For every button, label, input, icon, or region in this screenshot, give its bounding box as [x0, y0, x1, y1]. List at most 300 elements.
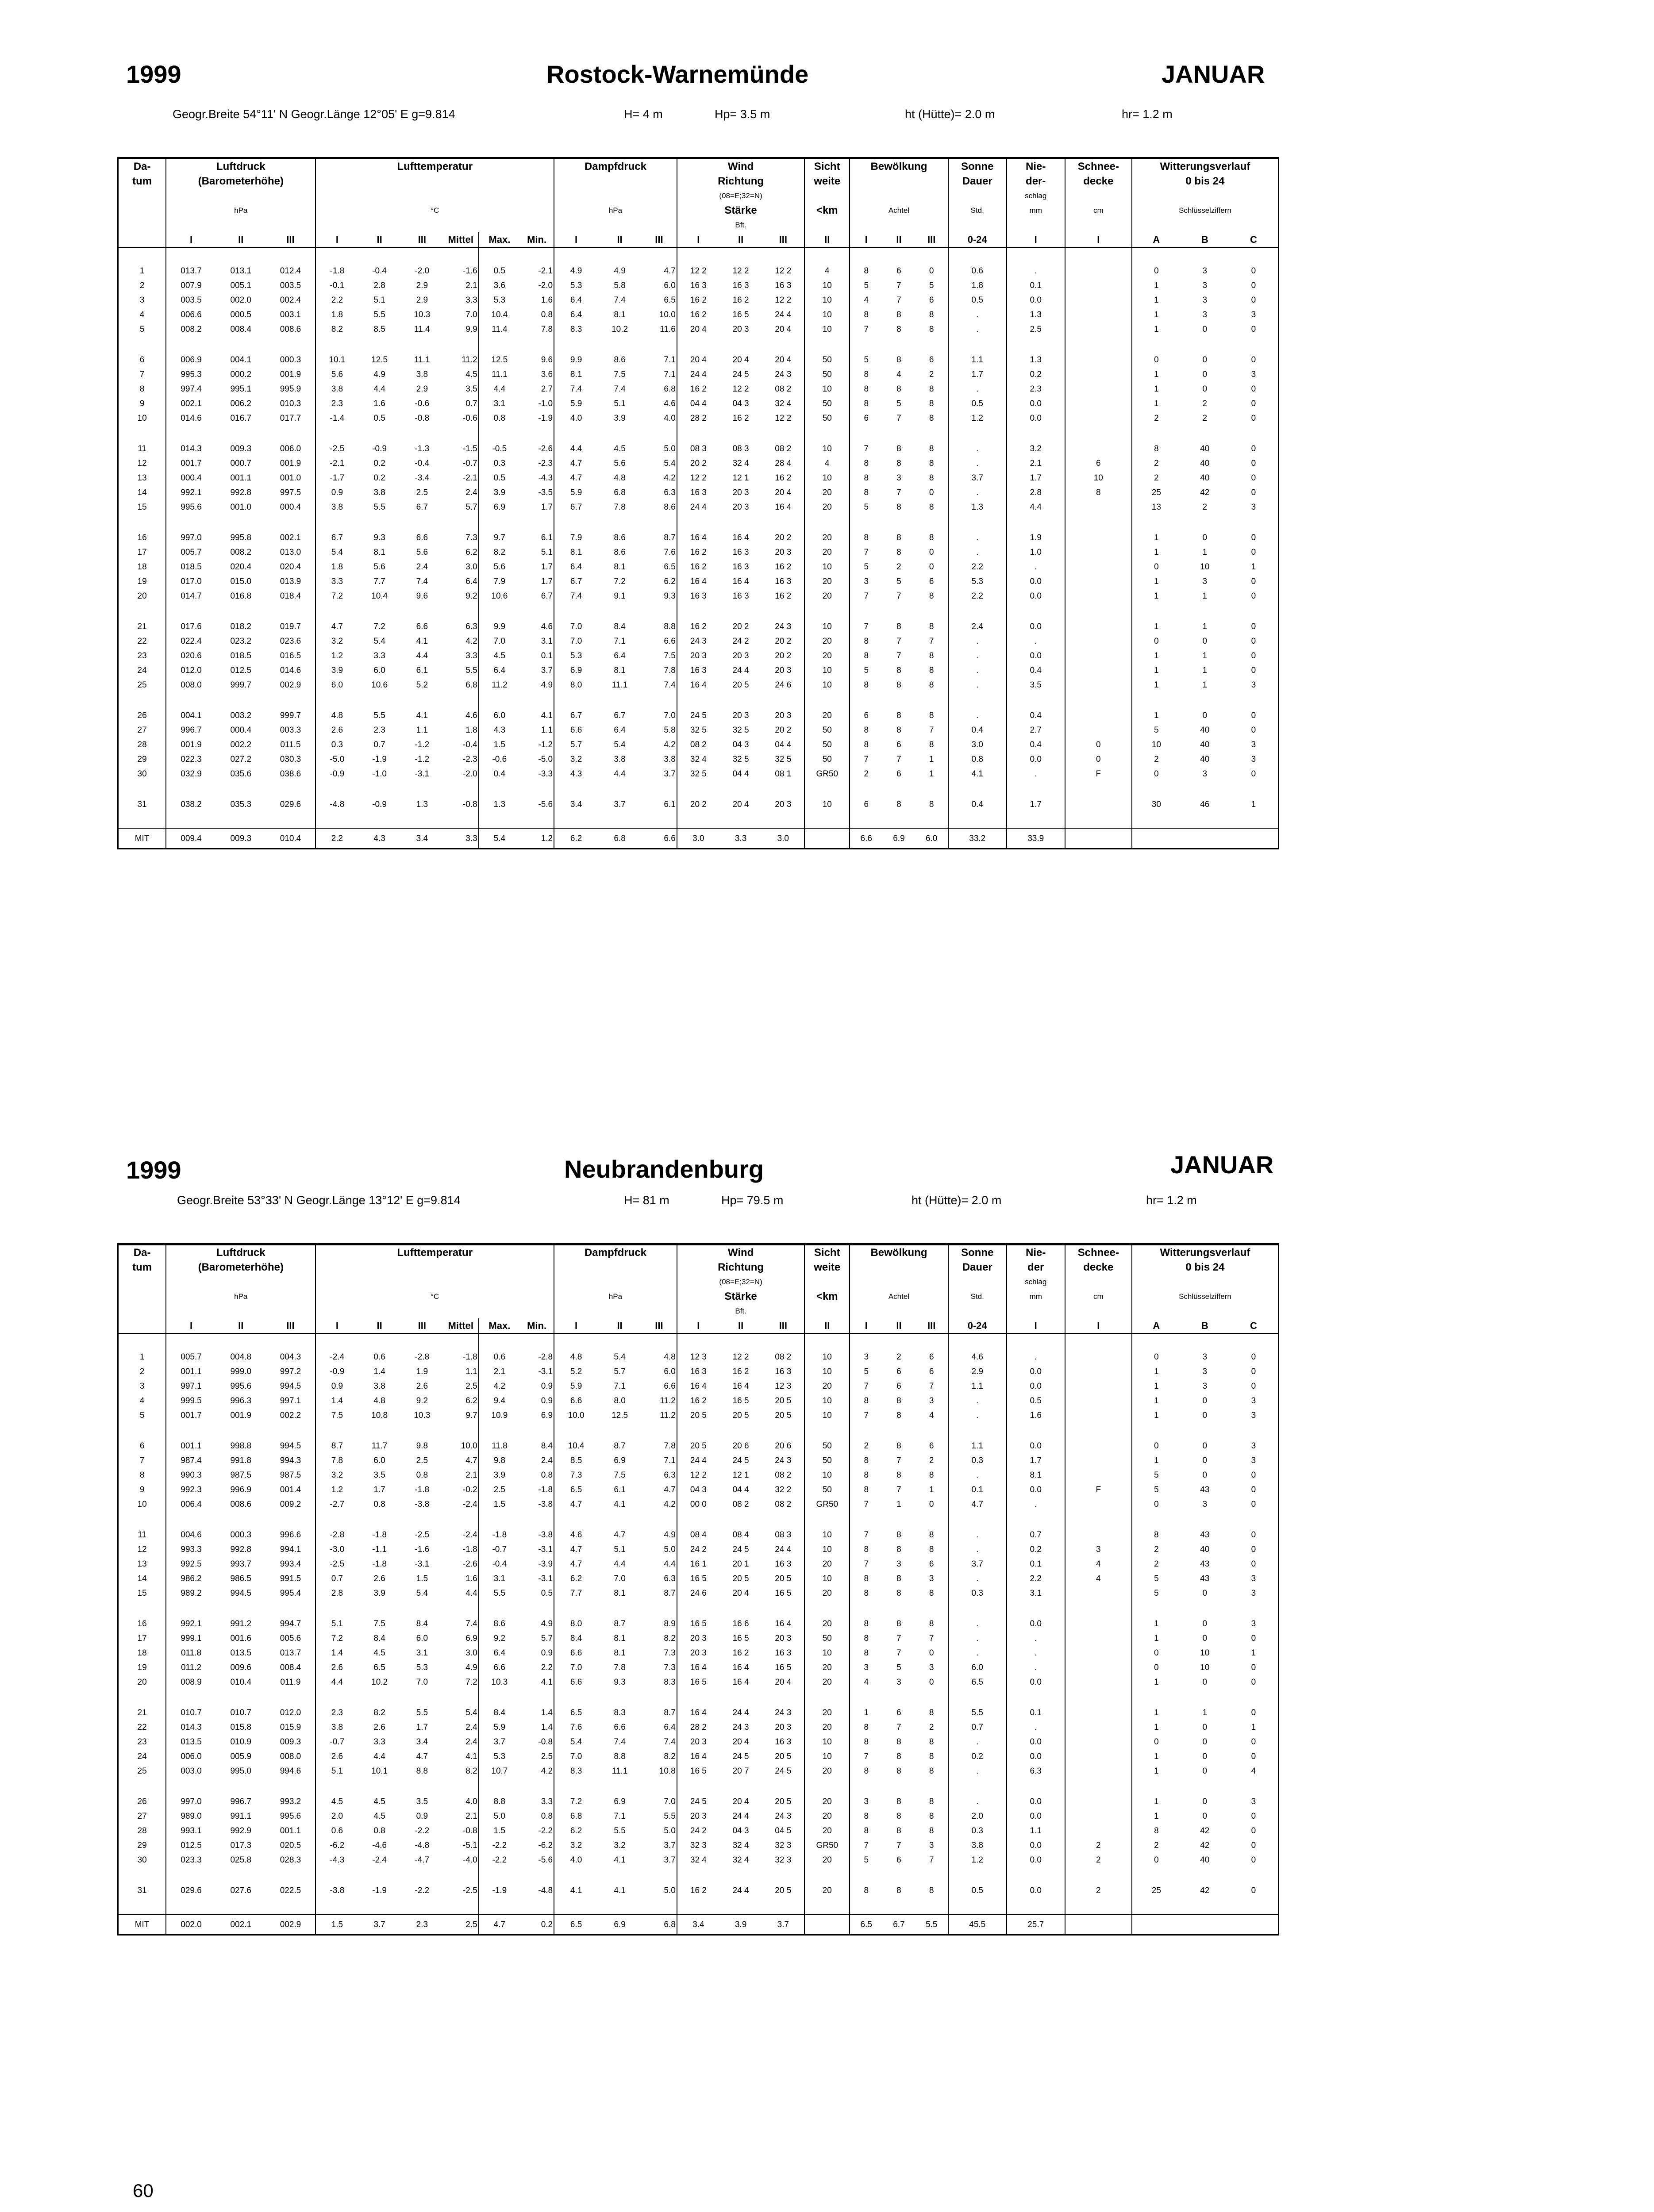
- table-cell: -0.1: [315, 278, 358, 293]
- spacer-cell: [266, 1601, 316, 1617]
- table-cell: -0.5: [479, 442, 520, 456]
- spacer-cell: [401, 1867, 443, 1883]
- table-cell: 5.5: [479, 1586, 520, 1601]
- spacer-cell: [677, 1690, 719, 1705]
- table-cell: 0.9: [541, 1396, 553, 1406]
- table-cell: 1: [929, 1485, 934, 1494]
- spacer-cell: [677, 692, 719, 708]
- table-cell: 4.9: [554, 264, 598, 278]
- table-cell: 10: [804, 1542, 850, 1557]
- table-cell: 0: [1132, 634, 1181, 649]
- table-cell: 8: [929, 1619, 934, 1628]
- header-datum: Da-: [119, 159, 166, 174]
- table-cell: 12 2: [732, 266, 749, 276]
- table-cell: 8: [929, 414, 934, 423]
- table-cell: 0.0: [1007, 1853, 1065, 1867]
- table-cell: 6.7: [416, 503, 428, 512]
- table-cell: 1.2: [948, 411, 1007, 426]
- table-cell: .: [948, 1794, 1007, 1809]
- spacer-cell: [1229, 1898, 1278, 1914]
- table-row: [119, 456, 1278, 471]
- table-cell: 5: [850, 1853, 882, 1867]
- table-cell: 2.1: [1007, 456, 1065, 471]
- table-cell: -5.0: [315, 752, 358, 767]
- table-cell: 5.5: [373, 711, 385, 720]
- mean-cell: 2.3: [401, 1914, 443, 1934]
- header-luftdruck: [166, 1275, 315, 1289]
- table-cell: 6.5: [554, 1705, 598, 1720]
- spacer-cell: [804, 1333, 850, 1350]
- table-row: [119, 1394, 1278, 1408]
- table-row: [119, 307, 1278, 322]
- table-cell: 0: [1251, 1841, 1256, 1850]
- mean-cell: [1181, 828, 1229, 848]
- table-cell: 1: [1132, 1364, 1181, 1379]
- table-cell: 46: [1200, 800, 1210, 809]
- header-col: Mittel: [443, 1318, 479, 1333]
- table-cell: .: [948, 530, 1007, 545]
- mean-cell: 3.0: [677, 828, 719, 848]
- table-cell: 0: [1065, 737, 1132, 752]
- table-cell: 999.7: [230, 680, 252, 690]
- table-cell: 16 4: [677, 678, 719, 692]
- table-cell: 16 2: [732, 414, 749, 423]
- spacer-cell: [119, 1601, 166, 1617]
- table-cell: 20 5: [775, 1574, 792, 1583]
- table-cell: 13: [137, 1559, 147, 1569]
- table-cell: 4.2: [479, 1379, 520, 1394]
- table-cell: 0: [1251, 1737, 1256, 1747]
- table-cell: 8: [850, 471, 882, 485]
- table-cell: 1.3: [479, 797, 520, 812]
- table-cell: 0.6: [948, 264, 1007, 278]
- table-cell: [1065, 442, 1132, 456]
- table-cell: 017.3: [230, 1841, 252, 1850]
- table-cell: -0.8: [462, 800, 477, 809]
- table-cell: 08 2: [775, 444, 792, 453]
- table-cell: 24 3: [775, 370, 792, 379]
- spacer-cell: [598, 1333, 642, 1350]
- table-cell: 10: [804, 1749, 850, 1764]
- table-cell: 0.5: [541, 1589, 553, 1598]
- table-cell: -1.9: [372, 755, 387, 764]
- table-cell: 6.8: [465, 680, 477, 690]
- table-cell: 3: [1251, 1619, 1256, 1628]
- table-cell: 1.4: [373, 1367, 385, 1376]
- spacer-cell: [315, 515, 358, 530]
- table-cell: 038.6: [280, 769, 301, 779]
- table-cell: 3.2: [1007, 442, 1065, 456]
- spacer-cell: [850, 603, 882, 619]
- table-cell: 5: [850, 353, 882, 367]
- table-cell: 0.7: [1007, 1528, 1065, 1542]
- table-cell: 0: [1251, 577, 1256, 586]
- table-row: [119, 545, 1278, 560]
- table-cell: 3: [1202, 266, 1208, 276]
- table-cell: 12: [137, 459, 147, 468]
- table-cell: 4: [850, 293, 882, 307]
- table-cell: [1065, 574, 1132, 589]
- header-datum: tum: [132, 175, 152, 187]
- spacer-cell: [479, 1690, 520, 1705]
- table-cell: 17: [137, 1634, 147, 1643]
- spacer-cell: [443, 781, 479, 797]
- table-cell: 0: [1251, 1663, 1256, 1672]
- spacer-cell: [948, 812, 1007, 828]
- geo-info: Geogr.Breite 54°11' N Geogr.Länge 12°05' E g=9.814: [173, 108, 455, 121]
- table-cell: 7: [850, 1379, 882, 1394]
- spacer-cell: [804, 1601, 850, 1617]
- table-cell: 2.4: [416, 562, 428, 572]
- table-cell: 6: [896, 769, 901, 779]
- table-cell: 11.2: [660, 1411, 676, 1420]
- spacer-cell: [642, 781, 677, 797]
- table-cell: 20 2: [732, 622, 749, 631]
- table-cell: 0: [1202, 384, 1208, 394]
- table-cell: 0: [1251, 1530, 1256, 1540]
- table-cell: 9.3: [614, 1678, 626, 1687]
- table-cell: 20: [804, 1705, 850, 1720]
- spacer-cell: [520, 1512, 554, 1528]
- spacer-cell: [315, 1778, 358, 1794]
- mean-row: [119, 1914, 1278, 1934]
- table-cell: 5: [1132, 1571, 1181, 1586]
- table-cell: 0: [1251, 711, 1256, 720]
- spacer-cell: [479, 781, 520, 797]
- table-cell: 20: [804, 1883, 850, 1898]
- spacer-cell: [677, 1512, 719, 1528]
- spacer-cell: [804, 1423, 850, 1439]
- table-cell: 4.5: [315, 1794, 358, 1809]
- mean-cell: 6.9: [882, 828, 915, 848]
- table-row: [119, 1542, 1278, 1557]
- table-cell: -3.4: [415, 473, 430, 483]
- table-row: [119, 1809, 1278, 1824]
- table-cell: 8: [896, 384, 901, 394]
- table-cell: 15: [137, 503, 147, 512]
- table-cell: 3: [1202, 296, 1208, 305]
- spacer-cell: [119, 515, 166, 530]
- spacer-cell: [677, 1898, 719, 1914]
- table-cell: 3.8: [315, 500, 358, 515]
- table-cell: 8: [850, 1720, 882, 1735]
- spacer-cell: [1181, 603, 1229, 619]
- table-cell: 1.7: [541, 503, 553, 512]
- table-cell: 1.1: [1007, 1824, 1065, 1838]
- table-cell: 28 2: [677, 1720, 719, 1735]
- table-cell: 20: [804, 500, 850, 515]
- header-col: B: [1181, 232, 1229, 247]
- table-cell: 24 3: [775, 1708, 792, 1717]
- spacer-cell: [216, 781, 266, 797]
- table-cell: 1.5: [479, 1497, 520, 1512]
- table-cell: -0.6: [479, 752, 520, 767]
- spacer-cell: [479, 1333, 520, 1350]
- table-cell: 00 0: [677, 1497, 719, 1512]
- table-cell: 3: [1202, 310, 1208, 319]
- table-cell: 8: [850, 264, 882, 278]
- spacer-cell: [554, 1898, 598, 1914]
- table-cell: 7: [850, 1497, 882, 1512]
- header-sonne: [948, 218, 1007, 232]
- table-cell: 08 1: [775, 769, 792, 779]
- table-cell: 0.0: [1007, 1794, 1065, 1809]
- table-cell: 1.6: [465, 1574, 477, 1583]
- table-cell: 996.7: [230, 1797, 252, 1806]
- table-cell: .: [1007, 1720, 1065, 1735]
- table-cell: 7.1: [664, 355, 676, 365]
- table-cell: 2.5: [416, 488, 428, 497]
- table-cell: 028.3: [280, 1855, 301, 1865]
- spacer-cell: [642, 1601, 677, 1617]
- header-col: Mittel: [443, 232, 479, 247]
- header-wind: Richtung: [677, 174, 805, 188]
- table-cell: 4: [139, 310, 145, 319]
- spacer-cell: [479, 1423, 520, 1439]
- table-cell: 3: [929, 1574, 934, 1583]
- mean-cell: [1065, 1914, 1132, 1934]
- table-cell: 19: [137, 577, 147, 586]
- table-cell: 04 5: [775, 1826, 792, 1836]
- table-cell: 4.1: [948, 767, 1007, 781]
- table-cell: 7: [896, 1648, 901, 1658]
- table-cell: 013.9: [280, 577, 301, 586]
- table-cell: 5.7: [465, 503, 477, 512]
- spacer-cell: [443, 812, 479, 828]
- table-cell: 24 2: [732, 637, 749, 646]
- table-cell: 40: [1200, 755, 1210, 764]
- table-cell: 0.0: [1007, 411, 1065, 426]
- table-cell: [1065, 322, 1132, 337]
- mean-cell: 6.6: [850, 828, 882, 848]
- spacer-cell: [804, 1690, 850, 1705]
- table-cell: 7: [850, 619, 882, 634]
- table-cell: [1065, 1350, 1132, 1364]
- spacer-cell: [358, 515, 401, 530]
- table-cell: 10.3: [414, 1411, 431, 1420]
- table-cell: 0: [1202, 1752, 1208, 1761]
- table-cell: -2.4: [372, 1855, 387, 1865]
- table-cell: 996.3: [230, 1396, 252, 1406]
- spacer-cell: [804, 247, 850, 264]
- table-cell: 3.5: [373, 1471, 385, 1480]
- table-cell: 8: [850, 737, 882, 752]
- header-schnee: Schnee-: [1065, 1245, 1132, 1260]
- table-cell: 0.2: [373, 473, 385, 483]
- header-col: III: [266, 1318, 316, 1333]
- spacer-cell: [762, 426, 804, 442]
- spacer-cell: [216, 1867, 266, 1883]
- spacer-cell: [1065, 426, 1132, 442]
- table-cell: 6.0: [416, 1634, 428, 1643]
- spacer-cell: [1132, 1601, 1181, 1617]
- table-cell: 24 3: [775, 622, 792, 631]
- table-row: [119, 278, 1278, 293]
- table-cell: 017.7: [280, 414, 301, 423]
- spacer-cell: [554, 1423, 598, 1439]
- table-cell: 1.7: [1007, 797, 1065, 812]
- table-cell: -0.7: [462, 459, 477, 468]
- table-cell: 1: [1132, 530, 1181, 545]
- table-cell: 4.7: [554, 1542, 598, 1557]
- table-cell: 16 4: [775, 503, 792, 512]
- header-lufttemp: [315, 188, 554, 203]
- spacer-cell: [216, 1601, 266, 1617]
- table-cell: 6.2: [554, 1571, 598, 1586]
- header-col: III: [401, 1318, 443, 1333]
- table-cell: 40: [1200, 726, 1210, 735]
- spacer-cell: [1181, 247, 1229, 264]
- spacer-cell: [948, 603, 1007, 619]
- table-cell: 42: [1200, 488, 1210, 497]
- table-cell: 20 3: [775, 666, 792, 675]
- header-luftdruck: (Barometerhöhe): [166, 1260, 315, 1275]
- table-cell: 4.0: [664, 414, 676, 423]
- spacer-cell: [719, 1333, 762, 1350]
- table-cell: 038.2: [166, 797, 216, 812]
- table-cell: 0.3: [948, 1824, 1007, 1838]
- table-cell: 28: [137, 740, 147, 749]
- spacer-cell: [443, 247, 479, 264]
- table-cell: 027.2: [230, 755, 252, 764]
- table-row: [119, 1646, 1278, 1660]
- table-cell: 4: [1251, 1767, 1256, 1776]
- table-cell: 5.0: [664, 1886, 676, 1895]
- table-cell: 24 3: [775, 1812, 792, 1821]
- station-block: [0, 1148, 1654, 2201]
- mean-cell: 2.2: [315, 828, 358, 848]
- table-cell: 20 5: [775, 1396, 792, 1406]
- table-cell: -2.8: [415, 1352, 430, 1362]
- table-cell: 8.1: [614, 1589, 626, 1598]
- header-lufttemp: [315, 1260, 554, 1275]
- spacer-cell: [358, 337, 401, 353]
- table-cell: 997.4: [166, 382, 216, 396]
- table-cell: 16 5: [732, 1634, 749, 1643]
- table-row: [119, 1439, 1278, 1453]
- spacer-cell: [166, 426, 216, 442]
- table-cell: 7.4: [554, 589, 598, 603]
- spacer-cell: [443, 1601, 479, 1617]
- table-cell: 24 4: [775, 310, 792, 319]
- table-cell: 8: [929, 384, 934, 394]
- table-cell: 2.6: [315, 1660, 358, 1675]
- header-col: II: [598, 1318, 642, 1333]
- table-cell: 4.1: [614, 1500, 626, 1509]
- table-cell: [1065, 545, 1132, 560]
- table-cell: 16 5: [677, 1571, 719, 1586]
- table-row: [119, 1617, 1278, 1631]
- table-cell: 5.4: [614, 1352, 626, 1362]
- spacer-cell: [479, 1898, 520, 1914]
- spacer-cell: [266, 515, 316, 530]
- table-cell: 8: [929, 711, 934, 720]
- table-cell: 20 4: [775, 1678, 792, 1687]
- header-col: II: [598, 232, 642, 247]
- header-col: I: [677, 1318, 719, 1333]
- table-cell: 005.1: [230, 281, 252, 290]
- table-cell: 3: [1251, 1589, 1256, 1598]
- table-cell: 9.9: [554, 353, 598, 367]
- table-cell: 5.4: [614, 740, 626, 749]
- mean-cell: 0.2: [520, 1914, 554, 1934]
- spacer-cell: [166, 781, 216, 797]
- table-cell: 6.9: [554, 663, 598, 678]
- table-cell: 2.9: [948, 1364, 1007, 1379]
- table-cell: 0: [1251, 637, 1256, 646]
- spacer-cell: [479, 515, 520, 530]
- table-cell: 11.2: [462, 355, 477, 365]
- table-cell: 3: [929, 1841, 934, 1850]
- table-cell: 1.8: [315, 307, 358, 322]
- table-cell: 6: [896, 1708, 901, 1717]
- table-cell: 7.7: [554, 1586, 598, 1601]
- table-cell: 11.2: [660, 1396, 676, 1406]
- table-cell: 2.3: [373, 726, 385, 735]
- table-cell: 000.2: [230, 370, 252, 379]
- table-cell: 035.3: [230, 800, 252, 809]
- table-cell: 2.8: [1007, 485, 1065, 500]
- table-cell: [1065, 530, 1132, 545]
- spacer-cell: [1065, 781, 1132, 797]
- table-cell: 5.0: [664, 1826, 676, 1836]
- table-cell: 16 3: [732, 562, 749, 572]
- table-cell: 020.4: [280, 562, 301, 572]
- table-cell: 5.0: [664, 444, 676, 453]
- table-cell: 2.5: [1007, 322, 1065, 337]
- table-cell: 8.4: [479, 1705, 520, 1720]
- spacer-cell: [1132, 1423, 1181, 1439]
- table-cell: 9.9: [479, 619, 520, 634]
- spacer-cell: [479, 603, 520, 619]
- spacer-cell: [166, 1778, 216, 1794]
- spacer-cell: [119, 812, 166, 828]
- table-cell: 28 2: [677, 411, 719, 426]
- table-cell: 8: [850, 1631, 882, 1646]
- table-cell: 3: [1202, 769, 1208, 779]
- table-cell: 6.9: [465, 1634, 477, 1643]
- table-cell: 7: [139, 370, 145, 379]
- table-cell: 0.0: [1007, 1379, 1065, 1394]
- spacer-cell: [1065, 1778, 1132, 1794]
- table-cell: 3.0: [948, 737, 1007, 752]
- table-cell: 6.4: [614, 726, 626, 735]
- spacer-cell: [266, 692, 316, 708]
- table-cell: 004.6: [166, 1528, 216, 1542]
- table-cell: 4.1: [416, 711, 428, 720]
- table-cell: 020.4: [230, 562, 252, 572]
- table-cell: 10: [804, 382, 850, 396]
- table-cell: 4.9: [465, 1663, 477, 1672]
- table-cell: 6.8: [664, 384, 676, 394]
- table-cell: 8: [896, 1471, 901, 1480]
- table-cell: -0.7: [315, 1735, 358, 1749]
- spacer-cell: [1229, 781, 1278, 797]
- table-cell: 16 2: [677, 1883, 719, 1898]
- header-lufttemp: °C: [315, 203, 554, 218]
- table-cell: 7.1: [664, 1456, 676, 1465]
- header-datum: [119, 218, 166, 232]
- table-cell: 7.3: [664, 1663, 676, 1672]
- table-cell: 999.5: [166, 1394, 216, 1408]
- table-cell: 6.7: [554, 574, 598, 589]
- spacer-cell: [216, 1778, 266, 1794]
- table-cell: 995.9: [280, 384, 301, 394]
- table-cell: 6: [139, 1441, 145, 1451]
- header-bewoelkung: [850, 174, 948, 188]
- table-cell: 8: [850, 367, 882, 382]
- table-cell: 11.1: [612, 680, 628, 690]
